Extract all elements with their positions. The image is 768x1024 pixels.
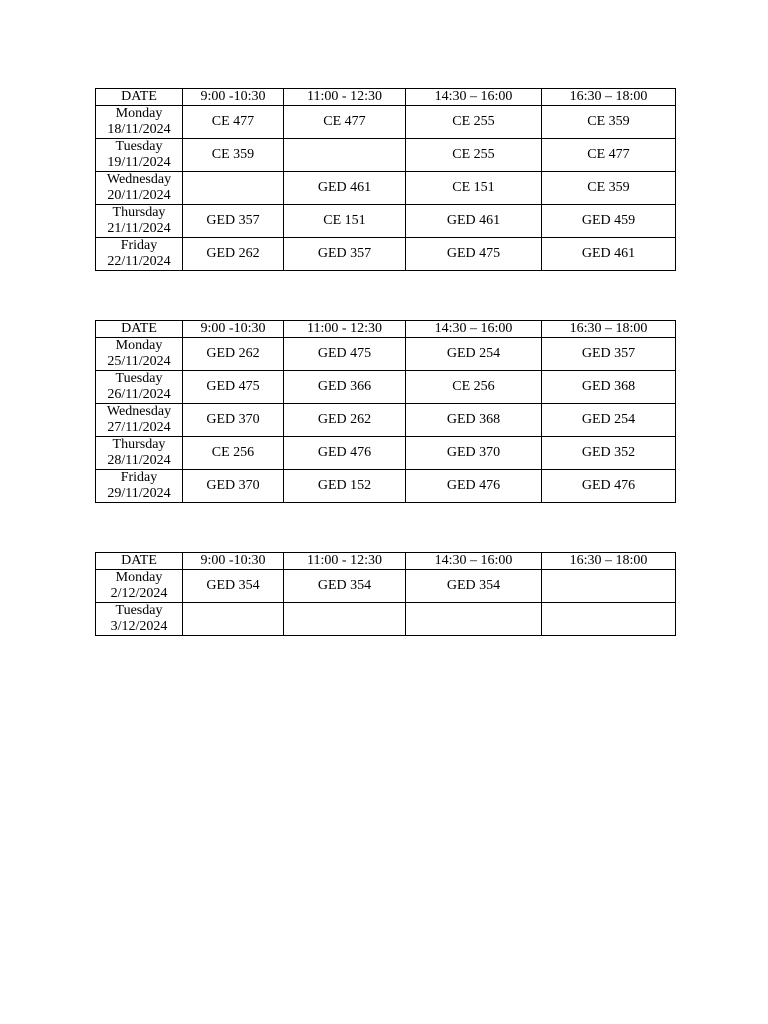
date-value: 26/11/2024: [107, 387, 171, 402]
header-date: DATE: [96, 553, 183, 570]
course-cell: GED 366: [284, 371, 406, 404]
date-value: 25/11/2024: [107, 354, 171, 369]
course-cell: CE 477: [284, 106, 406, 139]
course-cell: GED 254: [542, 404, 676, 437]
day-name: Thursday: [112, 437, 166, 452]
day-name: Friday: [120, 470, 158, 485]
header-slot-3: 14:30 – 16:00: [406, 553, 542, 570]
date-cell: [96, 205, 183, 238]
date-cell: [96, 338, 183, 371]
day-name: Wednesday: [106, 404, 172, 419]
header-date: DATE: [96, 89, 183, 106]
table-row: [96, 470, 676, 503]
course-cell: CE 151: [406, 172, 542, 205]
date-cell: [96, 570, 183, 603]
day-name: Tuesday: [115, 139, 163, 154]
exam-schedule-table: [95, 320, 676, 503]
table-row: [96, 371, 676, 404]
course-cell: GED 476: [406, 470, 542, 503]
date-cell: [96, 371, 183, 404]
date-value: 2/12/2024: [110, 586, 168, 601]
course-cell: CE 359: [183, 139, 284, 172]
header-date: DATE: [96, 321, 183, 338]
day-name: Wednesday: [106, 172, 172, 187]
date-value: 22/11/2024: [107, 254, 171, 269]
exam-schedule-table: [95, 88, 676, 271]
course-cell: GED 354: [284, 570, 406, 603]
date-cell: [96, 139, 183, 172]
course-cell: GED 370: [406, 437, 542, 470]
course-cell: CE 359: [542, 172, 676, 205]
course-cell: GED 461: [284, 172, 406, 205]
table-row: [96, 205, 676, 238]
course-cell: CE 151: [284, 205, 406, 238]
course-cell: [542, 603, 676, 636]
header-slot-4: 16:30 – 18:00: [542, 553, 676, 570]
header-slot-3: 14:30 – 16:00: [406, 89, 542, 106]
course-cell: GED 354: [183, 570, 284, 603]
course-cell: GED 476: [284, 437, 406, 470]
header-slot-2: 11:00 - 12:30: [284, 321, 406, 338]
date-cell: [96, 470, 183, 503]
header-slot-4: 16:30 – 18:00: [542, 89, 676, 106]
table-row: [96, 437, 676, 470]
date-cell: [96, 603, 183, 636]
course-cell: CE 255: [406, 106, 542, 139]
course-cell: GED 368: [406, 404, 542, 437]
table-row: [96, 238, 676, 271]
header-slot-1: 9:00 -10:30: [183, 553, 284, 570]
course-cell: CE 255: [406, 139, 542, 172]
day-name: Monday: [115, 570, 163, 585]
date-cell: [96, 437, 183, 470]
table-row: [96, 338, 676, 371]
date-value: 18/11/2024: [107, 122, 171, 137]
course-cell: [406, 603, 542, 636]
course-cell: GED 370: [183, 404, 284, 437]
course-cell: GED 357: [542, 338, 676, 371]
day-name: Monday: [115, 338, 163, 353]
exam-schedule-table: [95, 552, 676, 636]
table-row: [96, 139, 676, 172]
course-cell: GED 476: [542, 470, 676, 503]
date-value: 21/11/2024: [107, 221, 171, 236]
course-cell: [183, 603, 284, 636]
date-cell: [96, 404, 183, 437]
course-cell: CE 256: [183, 437, 284, 470]
table-row: [96, 570, 676, 603]
header-slot-4: 16:30 – 18:00: [542, 321, 676, 338]
course-cell: GED 370: [183, 470, 284, 503]
date-value: 29/11/2024: [107, 486, 171, 501]
course-cell: GED 475: [406, 238, 542, 271]
course-cell: CE 477: [542, 139, 676, 172]
header-slot-3: 14:30 – 16:00: [406, 321, 542, 338]
day-name: Friday: [120, 238, 158, 253]
header-slot-2: 11:00 - 12:30: [284, 89, 406, 106]
course-cell: CE 359: [542, 106, 676, 139]
course-cell: GED 262: [183, 338, 284, 371]
course-cell: GED 352: [542, 437, 676, 470]
course-cell: GED 461: [542, 238, 676, 271]
date-value: 28/11/2024: [107, 453, 171, 468]
course-cell: GED 459: [542, 205, 676, 238]
course-cell: GED 475: [284, 338, 406, 371]
course-cell: GED 461: [406, 205, 542, 238]
header-slot-1: 9:00 -10:30: [183, 321, 284, 338]
day-name: Tuesday: [115, 603, 163, 618]
date-value: 3/12/2024: [110, 619, 168, 634]
table-row: [96, 404, 676, 437]
table-header-row: [96, 553, 676, 570]
course-cell: GED 262: [183, 238, 284, 271]
course-cell: CE 477: [183, 106, 284, 139]
course-cell: [183, 172, 284, 205]
course-cell: GED 354: [406, 570, 542, 603]
course-cell: GED 475: [183, 371, 284, 404]
date-value: 20/11/2024: [107, 188, 171, 203]
date-cell: [96, 238, 183, 271]
course-cell: CE 256: [406, 371, 542, 404]
table-row: [96, 603, 676, 636]
course-cell: GED 357: [183, 205, 284, 238]
date-cell: [96, 172, 183, 205]
date-value: 27/11/2024: [107, 420, 171, 435]
day-name: Tuesday: [115, 371, 163, 386]
header-slot-2: 11:00 - 12:30: [284, 553, 406, 570]
table-row: [96, 172, 676, 205]
date-cell: [96, 106, 183, 139]
course-cell: GED 262: [284, 404, 406, 437]
course-cell: GED 368: [542, 371, 676, 404]
table-header-row: [96, 89, 676, 106]
day-name: Monday: [115, 106, 163, 121]
table-row: [96, 106, 676, 139]
course-cell: GED 152: [284, 470, 406, 503]
course-cell: [284, 603, 406, 636]
course-cell: [284, 139, 406, 172]
day-name: Thursday: [112, 205, 166, 220]
header-slot-1: 9:00 -10:30: [183, 89, 284, 106]
course-cell: GED 254: [406, 338, 542, 371]
course-cell: GED 357: [284, 238, 406, 271]
table-header-row: [96, 321, 676, 338]
date-value: 19/11/2024: [107, 155, 171, 170]
course-cell: [542, 570, 676, 603]
